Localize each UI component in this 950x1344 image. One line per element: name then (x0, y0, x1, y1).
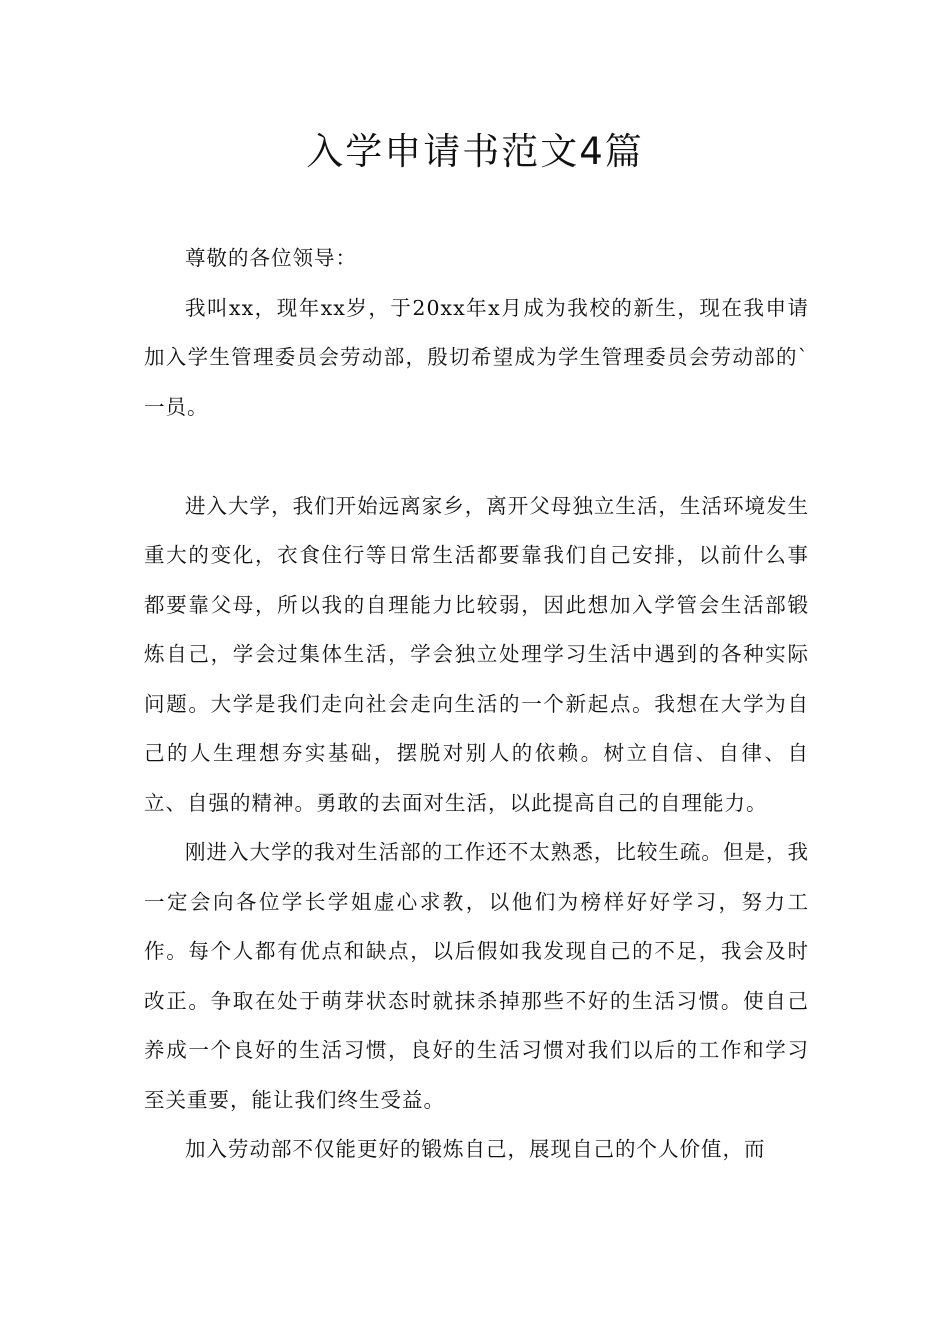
blank-line (144, 432, 809, 482)
page-title: 入学申请书范文4篇 (306, 130, 644, 173)
paragraph-1: 我叫xx，现年xx岁，于20xx年x月成为我校的新生，现在我申请加入学生管理委员会劳动部，殷切希望成为学生管理委员会劳动部的`一员。 (144, 295, 809, 419)
paragraph-2: 进入大学，我们开始远离家乡，离开父母独立生活，生活环境发生重大的变化，衣食住行等日常生活都要靠我们自己安排，以前什么事都要靠父母，所以我的自理能力比较弱，因此想加入学管会生活部锻炼自己，学会过集体生活，学会独立处理学习生活中遇到的各种实际问题。大学是我们走向社会走向生活的一个新起点。我想在大学为自己的人生理想夯实基础，摆脱对别人的依赖。树立自信、自律、自立、自强的精神。勇敢的去面对生活，以此提高自己的自理能力。 (144, 493, 809, 815)
paragraph-4: 加入劳动部不仅能更好的锻炼自己，展现自己的个人价值，而 (185, 1137, 766, 1161)
document-body (144, 234, 809, 1175)
paragraph-3: 刚进入大学的我对生活部的工作还不太熟悉，比较生疏。但是，我一定会向各位学长学姐虚心求教，以他们为榜样好好学习，努力工作。每个人都有优点和缺点，以后假如我发现自己的不足，我会及时改正。争取在处于萌芽状态时就抹杀掉那些不好的生活习惯。使自己养成一个良好的生活习惯，良好的生活习惯对我们以后的工作和学习至关重要，能让我们终生受益。 (144, 840, 809, 1112)
salutation: 尊敬的各位领导： (185, 246, 357, 270)
